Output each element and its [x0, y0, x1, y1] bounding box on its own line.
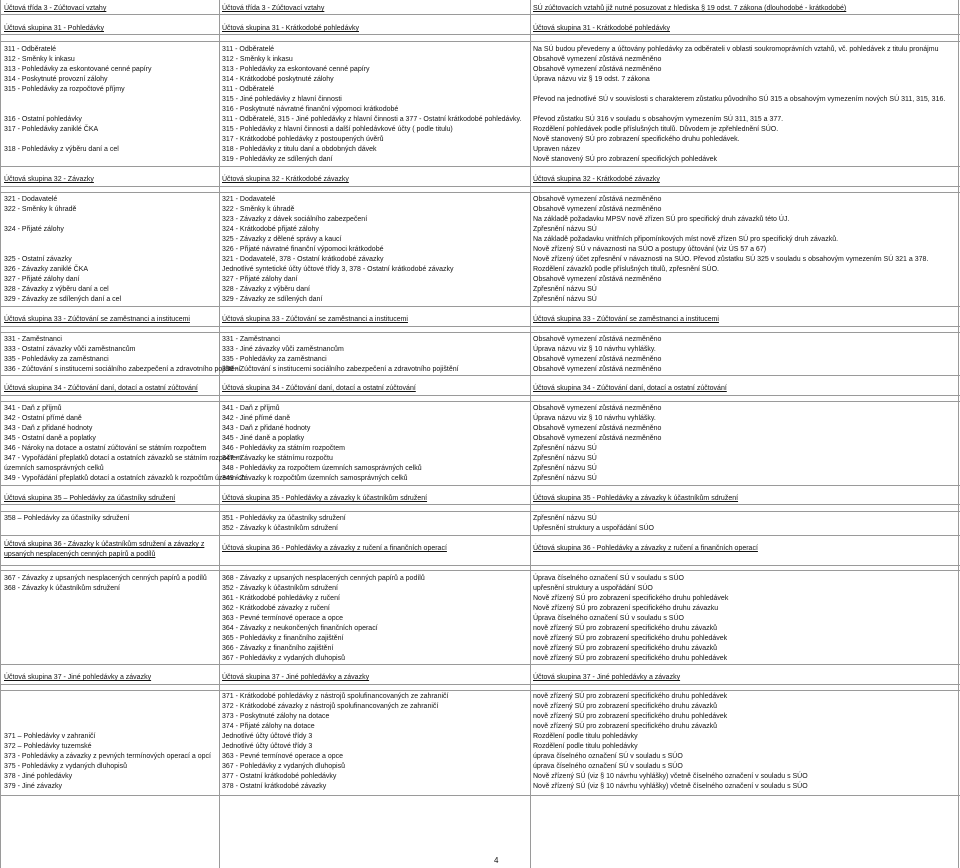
- table-cell-c3: Obsahově vymezení zůstává nezměněno: [533, 405, 662, 412]
- table-cell-c2: 364 - Závazky z neukončených finančních operací: [222, 625, 378, 632]
- table-cell-c2: 324 - Krátkodobé přijaté zálohy: [222, 226, 319, 233]
- table-cell-c3: Na základě požadavku vnitřních připomínkových míst nově zřízen SÚ pro specifický druh závazků.: [533, 236, 839, 243]
- table-cell-c2: 321 - Dodavatelé, 378 - Ostatní krátkodobé závazky: [222, 256, 384, 263]
- table-cell-c2: 371 - Krátkodobé pohledávky z nástrojů spolufinancovaných ze zahraničí: [222, 693, 449, 700]
- section-header-c1: Účtová skupina 33 - Zúčtování se zaměstnanci a institucemi: [4, 316, 190, 323]
- table-cell-c2: 363 - Pevné termínové operace a opce: [222, 753, 344, 760]
- table-cell-c2: 325 - Závazky z dělené správy a kaucí: [222, 236, 342, 243]
- table-cell-c1: územních samosprávných celků: [4, 465, 104, 472]
- table-cell-c2: 317 - Krátkodobé pohledávky z postoupených úvěrů: [222, 136, 384, 143]
- table-cell-c2: 315 - Jiné pohledávky z hlavní činnosti: [222, 96, 342, 103]
- table-cell-c3: Obsahově vymezení zůstává nezměněno: [533, 196, 662, 203]
- table-cell-c2: 352 - Závazky k účastníkům sdružení: [222, 525, 338, 532]
- table-cell-c2: Jednotlivé syntetické účty účtové třídy 3, 378 - Ostatní krátkodobé závazky: [222, 266, 454, 273]
- table-cell-c1: 311 - Odběratelé: [4, 46, 57, 53]
- row-divider: [0, 511, 960, 512]
- table-cell-c2: 311 - Odběratelé: [222, 46, 275, 53]
- table-cell-c3: Zpřesnění názvu SÚ: [533, 226, 597, 233]
- section-header-c1: Účtová třída 3 - Zúčtovací vztahy: [4, 5, 107, 12]
- section-header-c1: Účtová skupina 32 - Závazky: [4, 176, 94, 183]
- table-cell-c3: nově zřízený SÚ pro zobrazení specifického druhu pohledávek: [533, 693, 728, 700]
- table-cell-c2: 311 - Odběratelé, 315 - Jiné pohledávky z hlavní činnosti a 377 - Ostatní krátkodobé pohledávky.: [222, 116, 522, 123]
- table-cell-c3: Nově zřízený SÚ v návaznosti na SÚO a postupy účtování (viz ÚS 57 a 67): [533, 246, 767, 253]
- table-cell-c2: 366 - Závazky z finančního zajištění: [222, 645, 334, 652]
- table-cell-c3: Nově zřízený SÚ (viz § 10 návrhu vyhlášky) včetně číselného označení v souladu s SÚO: [533, 773, 808, 780]
- section-header-c3: SÚ zúčtovacích vztahů již nutné posuzovat z hlediska § 19 odst. 7 zákona (dlouhodobé - krátkodobé): [533, 5, 847, 12]
- table-cell-c3: Obsahově vymezení zůstává nezměněno: [533, 276, 662, 283]
- table-cell-c3: Obsahově vymezení zůstává nezměněno: [533, 425, 662, 432]
- table-cell-c2: 347 - Závazky ke státnímu rozpočtu: [222, 455, 333, 462]
- table-cell-c2: 321 - Dodavatelé: [222, 196, 276, 203]
- row-divider: [0, 166, 960, 167]
- table-cell-c1: 375 - Pohledávky z vydaných dluhopisů: [4, 763, 127, 770]
- row-divider: [0, 485, 960, 486]
- row-divider: [0, 306, 960, 307]
- column-divider: [0, 0, 1, 868]
- column-divider: [958, 0, 959, 868]
- table-cell-c1: 326 - Závazky zaniklé ČKA: [4, 266, 89, 273]
- table-cell-c3: nově zřízený SÚ pro zobrazení specifického druhu pohledávek: [533, 655, 728, 662]
- table-cell-c1: 367 - Závazky z upsaných nesplacených cenných papírů a podílů: [4, 575, 207, 582]
- table-cell-c3: Nově zřízený účet zpřesnění v návaznosti na SÚO. Převod zůstatku SÚ 325 v souladu s obsahovým vymezením SÚ 321 a 378.: [533, 256, 929, 263]
- section-header-c3: Účtová skupina 36 - Pohledávky a závazky z ručení a finančních operací: [533, 545, 758, 552]
- table-cell-c3: úprava číselného označení SÚ v souladu s SÚO: [533, 753, 683, 760]
- table-cell-c2: 367 - Pohledávky z vydaných dluhopisů: [222, 763, 345, 770]
- table-cell-c3: úprava číselného označení SÚ v souladu s SÚO: [533, 763, 683, 770]
- row-divider: [0, 535, 960, 536]
- table-cell-c3: nově zřízený SÚ pro zobrazení specifického druhu závazků: [533, 625, 718, 632]
- table-cell-c1: 346 - Nároky na dotace a ostatní zúčtování se státním rozpočtem: [4, 445, 207, 452]
- row-divider: [0, 332, 960, 333]
- section-header-c1: Účtová skupina 36 - Závazky k účastníkům sdružení a závazky z upsaných nesplacených cenných papírů a podílů: [4, 541, 205, 558]
- section-header-c2: Účtová třída 3 - Zúčtovací vztahy: [222, 5, 325, 12]
- table-cell-c1: 321 - Dodavatelé: [4, 196, 58, 203]
- section-header-c3: Účtová skupina 37 - Jiné pohledávky a závazky: [533, 674, 681, 681]
- section-header-c2: Účtová skupina 34 - Zúčtování daní, dotací a ostatní zúčtování: [222, 385, 416, 392]
- table-cell-c1: 324 - Přijaté zálohy: [4, 226, 64, 233]
- row-divider: [0, 664, 960, 665]
- table-cell-c3: Převod na jednotlivé SÚ v souvislosti s charakterem zůstatku původního SÚ 315 a obsahovým vymezením nových SÚ 311, 315, 316.: [533, 96, 946, 103]
- table-cell-c2: 342 - Jiné přímé daně: [222, 415, 291, 422]
- column-divider: [219, 0, 220, 868]
- table-cell-c2: 348 - Pohledávky za rozpočtem územních samosprávných celků: [222, 465, 422, 472]
- section-header-c1: Účtová skupina 31 - Pohledávky: [4, 25, 104, 32]
- table-cell-c3: nově zřízený SÚ pro zobrazení specifického druhu závazků: [533, 703, 718, 710]
- table-cell-c3: Zpřesnění názvu SÚ: [533, 296, 597, 303]
- table-cell-c1: 358 – Pohledávky za účastníky sdružení: [4, 515, 130, 522]
- section-header-c3: Účtová skupina 32 - Krátkodobé závazky: [533, 176, 660, 183]
- table-cell-c1: 313 - Pohledávky za eskontované cenné papíry: [4, 66, 152, 73]
- table-cell-c3: Upraven název: [533, 146, 581, 153]
- table-cell-c2: 377 - Ostatní krátkodobé pohledávky: [222, 773, 337, 780]
- table-cell-c3: Zpřesnění názvu SÚ: [533, 445, 597, 452]
- table-cell-c2: 367 - Pohledávky z vydaných dluhopisů: [222, 655, 345, 662]
- table-cell-c2: 343 - Daň z přidané hodnoty: [222, 425, 311, 432]
- row-divider: [0, 395, 960, 396]
- table-cell-c2: 323 - Závazky z dávek sociálního zabezpečení: [222, 216, 368, 223]
- section-header-c2: Účtová skupina 32 - Krátkodobé závazky: [222, 176, 349, 183]
- table-cell-c3: Zpřesnění názvu SÚ: [533, 515, 597, 522]
- table-cell-c2: Jednotlivé účty účtové třídy 3: [222, 733, 313, 740]
- row-divider: [0, 684, 960, 685]
- table-cell-c3: Rozdělení pohledávek podle příslušných titulů. Důvodem je zpřehlednění SÚO.: [533, 126, 779, 133]
- section-header-c1: Účtová skupina 35 – Pohledávky za účastníky sdružení: [4, 495, 176, 502]
- table-cell-c2: 341 - Daň z příjmů: [222, 405, 280, 412]
- table-cell-c3: Zpřesnění názvu SÚ: [533, 286, 597, 293]
- page-number: 4: [494, 856, 499, 865]
- table-cell-c1: 373 - Pohledávky a závazky z pevných termínových operací a opcí: [4, 753, 211, 760]
- table-cell-c1: 314 - Poskytnuté provozní zálohy: [4, 76, 108, 83]
- table-cell-c2: 319 - Pohledávky ze sdílených daní: [222, 156, 333, 163]
- table-cell-c3: Na SÚ budou převedeny a účtovány pohledávky za odběrateli v oblasti soukromoprávních vztahů, vč. pohledávek z titulu pronájmu: [533, 46, 939, 53]
- table-cell-c1: 328 - Závazky z výběru daní a cel: [4, 286, 109, 293]
- table-cell-c3: upřesnění struktury a uspořádání SÚO: [533, 585, 653, 592]
- table-cell-c2: 313 - Pohledávky za eskontované cenné papíry: [222, 66, 370, 73]
- table-cell-c3: Obsahově vymezení zůstává nezměněno: [533, 366, 662, 373]
- section-header-c2: Účtová skupina 35 - Pohledávky a závazky k účastníkům sdružení: [222, 495, 428, 502]
- table-cell-c2: 346 - Pohledávky za státním rozpočtem: [222, 445, 345, 452]
- section-header-c3: Účtová skupina 34 - Zúčtování daní, dotací a ostatní zúčtování: [533, 385, 727, 392]
- table-cell-c2: 372 - Krátkodobé závazky z nástrojů spolufinancovaných ze zahraničí: [222, 703, 439, 710]
- table-cell-c2: 365 - Pohledávky z finančního zajištění: [222, 635, 344, 642]
- table-cell-c3: Obsahově vymezení zůstává nezměněno: [533, 356, 662, 363]
- table-cell-c2: Jednotlivé účty účtové třídy 3: [222, 743, 313, 750]
- table-cell-c1: 378 - Jiné pohledávky: [4, 773, 73, 780]
- table-cell-c3: Rozdělení podle titulu pohledávky: [533, 743, 638, 750]
- row-divider: [0, 186, 960, 187]
- table-cell-c1: 329 - Závazky ze sdílených daní a cel: [4, 296, 122, 303]
- table-cell-c2: 378 - Ostatní krátkodobé závazky: [222, 783, 327, 790]
- table-cell-c2: 328 - Závazky z výběru daní: [222, 286, 310, 293]
- row-divider: [0, 504, 960, 505]
- table-cell-c3: Úprava číselného označení SÚ v souladu s SÚO: [533, 575, 684, 582]
- table-cell-c1: 349 - Vypořádání přeplatků dotací a ostatních závazků k rozpočtům územních: [4, 475, 246, 482]
- table-cell-c3: Převod zůstatku SÚ 316 v souladu s obsahovým vymezením SÚ 311, 315 a 377.: [533, 116, 784, 123]
- table-cell-c3: Nově zřízený SÚ (viz § 10 návrhu vyhlášky) včetně číselného označení v souladu s SÚO: [533, 783, 808, 790]
- table-cell-c3: Rozdělení podle titulu pohledávky: [533, 733, 638, 740]
- table-cell-c3: Zpřesnění názvu SÚ: [533, 455, 597, 462]
- table-cell-c3: Na základě požadavku MPSV nově zřízen SÚ pro specifický druh závazků této ÚJ.: [533, 216, 790, 223]
- table-cell-c2: 373 - Poskytnuté zálohy na dotace: [222, 713, 330, 720]
- table-cell-c3: nově zřízený SÚ pro zobrazení specifického druhu pohledávek: [533, 635, 728, 642]
- table-cell-c2: 326 - Přijaté návratné finanční výpomoci krátkodobé: [222, 246, 384, 253]
- table-cell-c1: 322 - Směnky k úhradě: [4, 206, 77, 213]
- table-cell-c1: 312 - Směnky k inkasu: [4, 56, 75, 63]
- table-cell-c2: 327 - Přijaté zálohy daní: [222, 276, 298, 283]
- section-header-c2: Účtová skupina 36 - Pohledávky a závazky z ručení a finančních operací: [222, 545, 447, 552]
- table-cell-c3: Obsahově vymezení zůstává nezměněno: [533, 66, 662, 73]
- table-cell-c3: Nově stanovený SÚ pro zobrazení specifického druhu pohledávek.: [533, 136, 740, 143]
- table-cell-c1: 325 - Ostatní závazky: [4, 256, 72, 263]
- section-header-c2: Účtová skupina 31 - Krátkodobé pohledávky: [222, 25, 359, 32]
- column-divider: [530, 0, 531, 868]
- table-cell-c1: 379 - Jiné závazky: [4, 783, 62, 790]
- table-cell-c3: Upřesnění struktury a uspořádání SÚO: [533, 525, 655, 532]
- table-cell-c3: Obsahově vymezení zůstává nezměněno: [533, 206, 662, 213]
- table-cell-c1: 372 – Pohledávky tuzemské: [4, 743, 92, 750]
- table-cell-c1: 318 - Pohledávky z výběru daní a cel: [4, 146, 119, 153]
- row-divider: [0, 375, 960, 376]
- row-divider: [0, 795, 960, 796]
- section-header-c3: Účtová skupina 35 - Pohledávky a závazky k účastníkům sdružení: [533, 495, 739, 502]
- table-cell-c1: 371 – Pohledávky v zahraničí: [4, 733, 96, 740]
- table-cell-c3: Zpřesnění názvu SÚ: [533, 475, 597, 482]
- table-cell-c1: 331 - Zaměstnanci: [4, 336, 62, 343]
- table-cell-c2: 349 - Závazky k rozpočtům územních samosprávných celků: [222, 475, 408, 482]
- table-cell-c3: Úprava číselného označení SÚ v souladu s SÚO: [533, 615, 684, 622]
- table-cell-c3: nově zřízený SÚ pro zobrazení specifického druhu závazků: [533, 723, 718, 730]
- table-cell-c2: 316 - Poskytnuté návratné finanční výpomoci krátkodobé: [222, 106, 399, 113]
- table-cell-c2: 335 - Pohledávky za zaměstnanci: [222, 356, 327, 363]
- table-cell-c2: 351 - Pohledávky za účastníky sdružení: [222, 515, 346, 522]
- row-divider: [0, 326, 960, 327]
- table-cell-c2: 336 - Zúčtování s institucemi sociálního zabezpečení a zdravotního pojištění: [222, 366, 459, 373]
- table-cell-c1: 345 - Ostatní daně a poplatky: [4, 435, 96, 442]
- table-cell-c2: 363 - Pevné termínové operace a opce: [222, 615, 344, 622]
- table-cell-c1: 316 - Ostatní pohledávky: [4, 116, 82, 123]
- table-cell-c1: 343 - Daň z přidané hodnoty: [4, 425, 93, 432]
- table-cell-c1: 333 - Ostatní závazky vůči zaměstnancům: [4, 346, 136, 353]
- row-divider: [0, 41, 960, 42]
- section-header-c2: Účtová skupina 37 - Jiné pohledávky a závazky: [222, 674, 370, 681]
- table-cell-c2: 318 - Pohledávky z titulu daní a obdobných dávek: [222, 146, 377, 153]
- table-cell-c3: Obsahově vymezení zůstává nezměněno: [533, 56, 662, 63]
- table-cell-c3: Úprava názvu viz § 10 návrhu vyhlášky.: [533, 415, 656, 422]
- table-cell-c1: 347 - Vypořádání přeplatků dotací a ostatních závazků se státním rozpočtem: [4, 455, 242, 462]
- table-cell-c3: Úprava názvu viz § 10 návrhu vyhlášky.: [533, 346, 656, 353]
- table-cell-c2: 374 - Přijaté zálohy na dotace: [222, 723, 315, 730]
- row-divider: [0, 565, 960, 566]
- table-cell-c3: nově zřízený SÚ pro zobrazení specifického druhu pohledávek: [533, 713, 728, 720]
- section-header-c1: Účtová skupina 37 - Jiné pohledávky a závazky: [4, 674, 152, 681]
- table-cell-c2: 352 - Závazky k účastníkům sdružení: [222, 585, 338, 592]
- table-cell-c2: 368 - Závazky z upsaných nesplacených cenných papírů a podílů: [222, 575, 425, 582]
- table-cell-c2: 333 - Jiné závazky vůči zaměstnancům: [222, 346, 344, 353]
- table-cell-c3: nově zřízený SÚ pro zobrazení specifického druhu závazků: [533, 645, 718, 652]
- section-header-c3: Účtová skupina 33 - Zúčtování se zaměstnanci a institucemi: [533, 316, 719, 323]
- table-cell-c3: Obsahově vymezení zůstává nezměněno: [533, 336, 662, 343]
- table-cell-c3: Zpřesnění názvu SÚ: [533, 465, 597, 472]
- table-cell-c1: 342 - Ostatní přímé daně: [4, 415, 82, 422]
- table-cell-c1: 368 - Závazky k účastníkům sdružení: [4, 585, 120, 592]
- row-divider: [0, 14, 960, 15]
- table-cell-c2: 311 - Odběratelé: [222, 86, 275, 93]
- section-header-c1: Účtová skupina 34 - Zúčtování daní, dotací a ostatní zúčtování: [4, 385, 198, 392]
- table-cell-c2: 331 - Zaměstnanci: [222, 336, 280, 343]
- table-cell-c3: Rozdělení závazků podle příslušných titulů, zpřesnění SÚO.: [533, 266, 719, 273]
- row-divider: [0, 192, 960, 193]
- row-divider: [0, 690, 960, 691]
- table-cell-c2: 315 - Pohledávky z hlavní činnosti a další pohledávkové účty ( podle titulu): [222, 126, 453, 133]
- table-cell-c3: Obsahově vymezení zůstává nezměněno: [533, 435, 662, 442]
- table-cell-c2: 312 - Směnky k inkasu: [222, 56, 293, 63]
- table-cell-c3: Nově zřízený SÚ pro zobrazení specifického druhu pohledávek: [533, 595, 729, 602]
- table-cell-c3: Nově stanovený SÚ pro zobrazení specifických pohledávek: [533, 156, 718, 163]
- section-header-c3: Účtová skupina 31 - Krátkodobé pohledávky: [533, 25, 670, 32]
- row-divider: [0, 34, 960, 35]
- table-cell-c2: 322 - Směnky k úhradě: [222, 206, 295, 213]
- table-cell-c1: 336 - Zúčtování s institucemi sociálního zabezpečení a zdravotního pojištění: [4, 366, 241, 373]
- table-cell-c1: 317 - Pohledávky zaniklé ČKA: [4, 126, 99, 133]
- table-cell-c3: Nově zřízený SÚ pro zobrazení specifického druhu závazku: [533, 605, 719, 612]
- table-cell-c1: 327 - Přijaté zálohy daní: [4, 276, 80, 283]
- table-cell-c2: 345 - Jiné daně a poplatky: [222, 435, 305, 442]
- section-header-c2: Účtová skupina 33 - Zúčtování se zaměstnanci a institucemi: [222, 316, 408, 323]
- table-cell-c2: 314 - Krátkodobé poskytnuté zálohy: [222, 76, 334, 83]
- table-cell-c3: Úprava názvu viz § 19 odst. 7 zákona: [533, 76, 650, 83]
- table-cell-c2: 361 - Krátkodobé pohledávky z ručení: [222, 595, 340, 602]
- table-cell-c2: 329 - Závazky ze sdílených daní: [222, 296, 323, 303]
- row-divider: [0, 401, 960, 402]
- table-cell-c1: 341 - Daň z příjmů: [4, 405, 62, 412]
- row-divider: [0, 570, 960, 571]
- table-cell-c1: 335 - Pohledávky za zaměstnanci: [4, 356, 109, 363]
- table-cell-c2: 362 - Krátkodobé závazky z ručení: [222, 605, 330, 612]
- table-cell-c1: 315 - Pohledávky za rozpočtové příjmy: [4, 86, 125, 93]
